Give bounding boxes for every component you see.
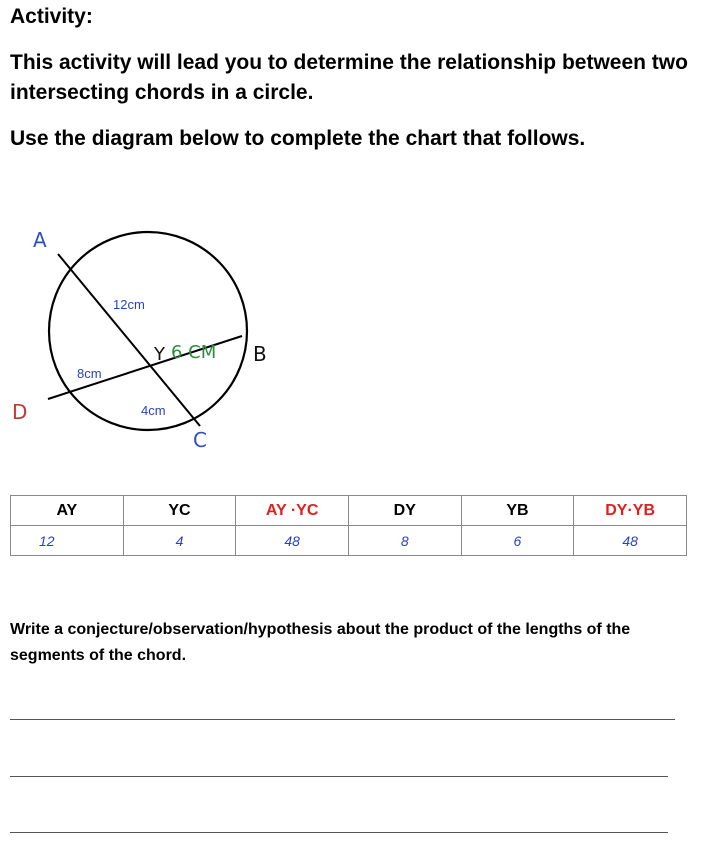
value-dy-times-yb[interactable]: 48 <box>574 526 687 556</box>
page-title: Activity: <box>10 5 93 28</box>
answer-line-3[interactable] <box>10 832 668 833</box>
results-chart <box>10 495 687 556</box>
value-ay-times-yc[interactable]: 48 <box>236 526 349 556</box>
header-ay: AY <box>11 496 124 526</box>
segment-label-yc: 4cm <box>141 403 166 418</box>
segment-label-yb: 6 CM <box>171 342 217 363</box>
value-yb[interactable]: 6 <box>461 526 574 556</box>
chart-header-row <box>11 496 687 526</box>
intro-text: This activity will lead you to determine the relationship between two intersecting chords in a circle. <box>10 51 688 104</box>
circle <box>49 232 247 430</box>
header-ay-times-yc: AY ·YC <box>236 496 349 526</box>
instruction-text: Use the diagram below to complete the chart that follows. <box>10 127 586 150</box>
circle-diagram <box>0 215 300 465</box>
answer-line-2[interactable] <box>10 776 668 777</box>
conjecture-prompt: Write a conjecture/observation/hypothesis about the product of the lengths of the segments of the chord. <box>10 621 631 664</box>
value-dy[interactable]: 8 <box>348 526 461 556</box>
chart-value-row <box>11 526 687 556</box>
segment-label-ay: 12cm <box>113 297 145 312</box>
chord-ac <box>58 254 200 426</box>
point-label-a: A <box>33 228 47 252</box>
point-label-c: C <box>193 428 207 452</box>
header-yc: YC <box>123 496 236 526</box>
header-dy-times-yb: DY·YB <box>574 496 687 526</box>
point-label-b: B <box>253 342 267 366</box>
point-label-d: D <box>12 400 28 424</box>
value-yc[interactable]: 4 <box>123 526 236 556</box>
header-dy: DY <box>348 496 461 526</box>
point-label-y: Y <box>154 344 165 365</box>
answer-line-1[interactable] <box>10 719 675 720</box>
header-yb: YB <box>461 496 574 526</box>
segment-label-dy: 8cm <box>77 366 102 381</box>
value-ay[interactable]: 12 <box>11 526 124 556</box>
